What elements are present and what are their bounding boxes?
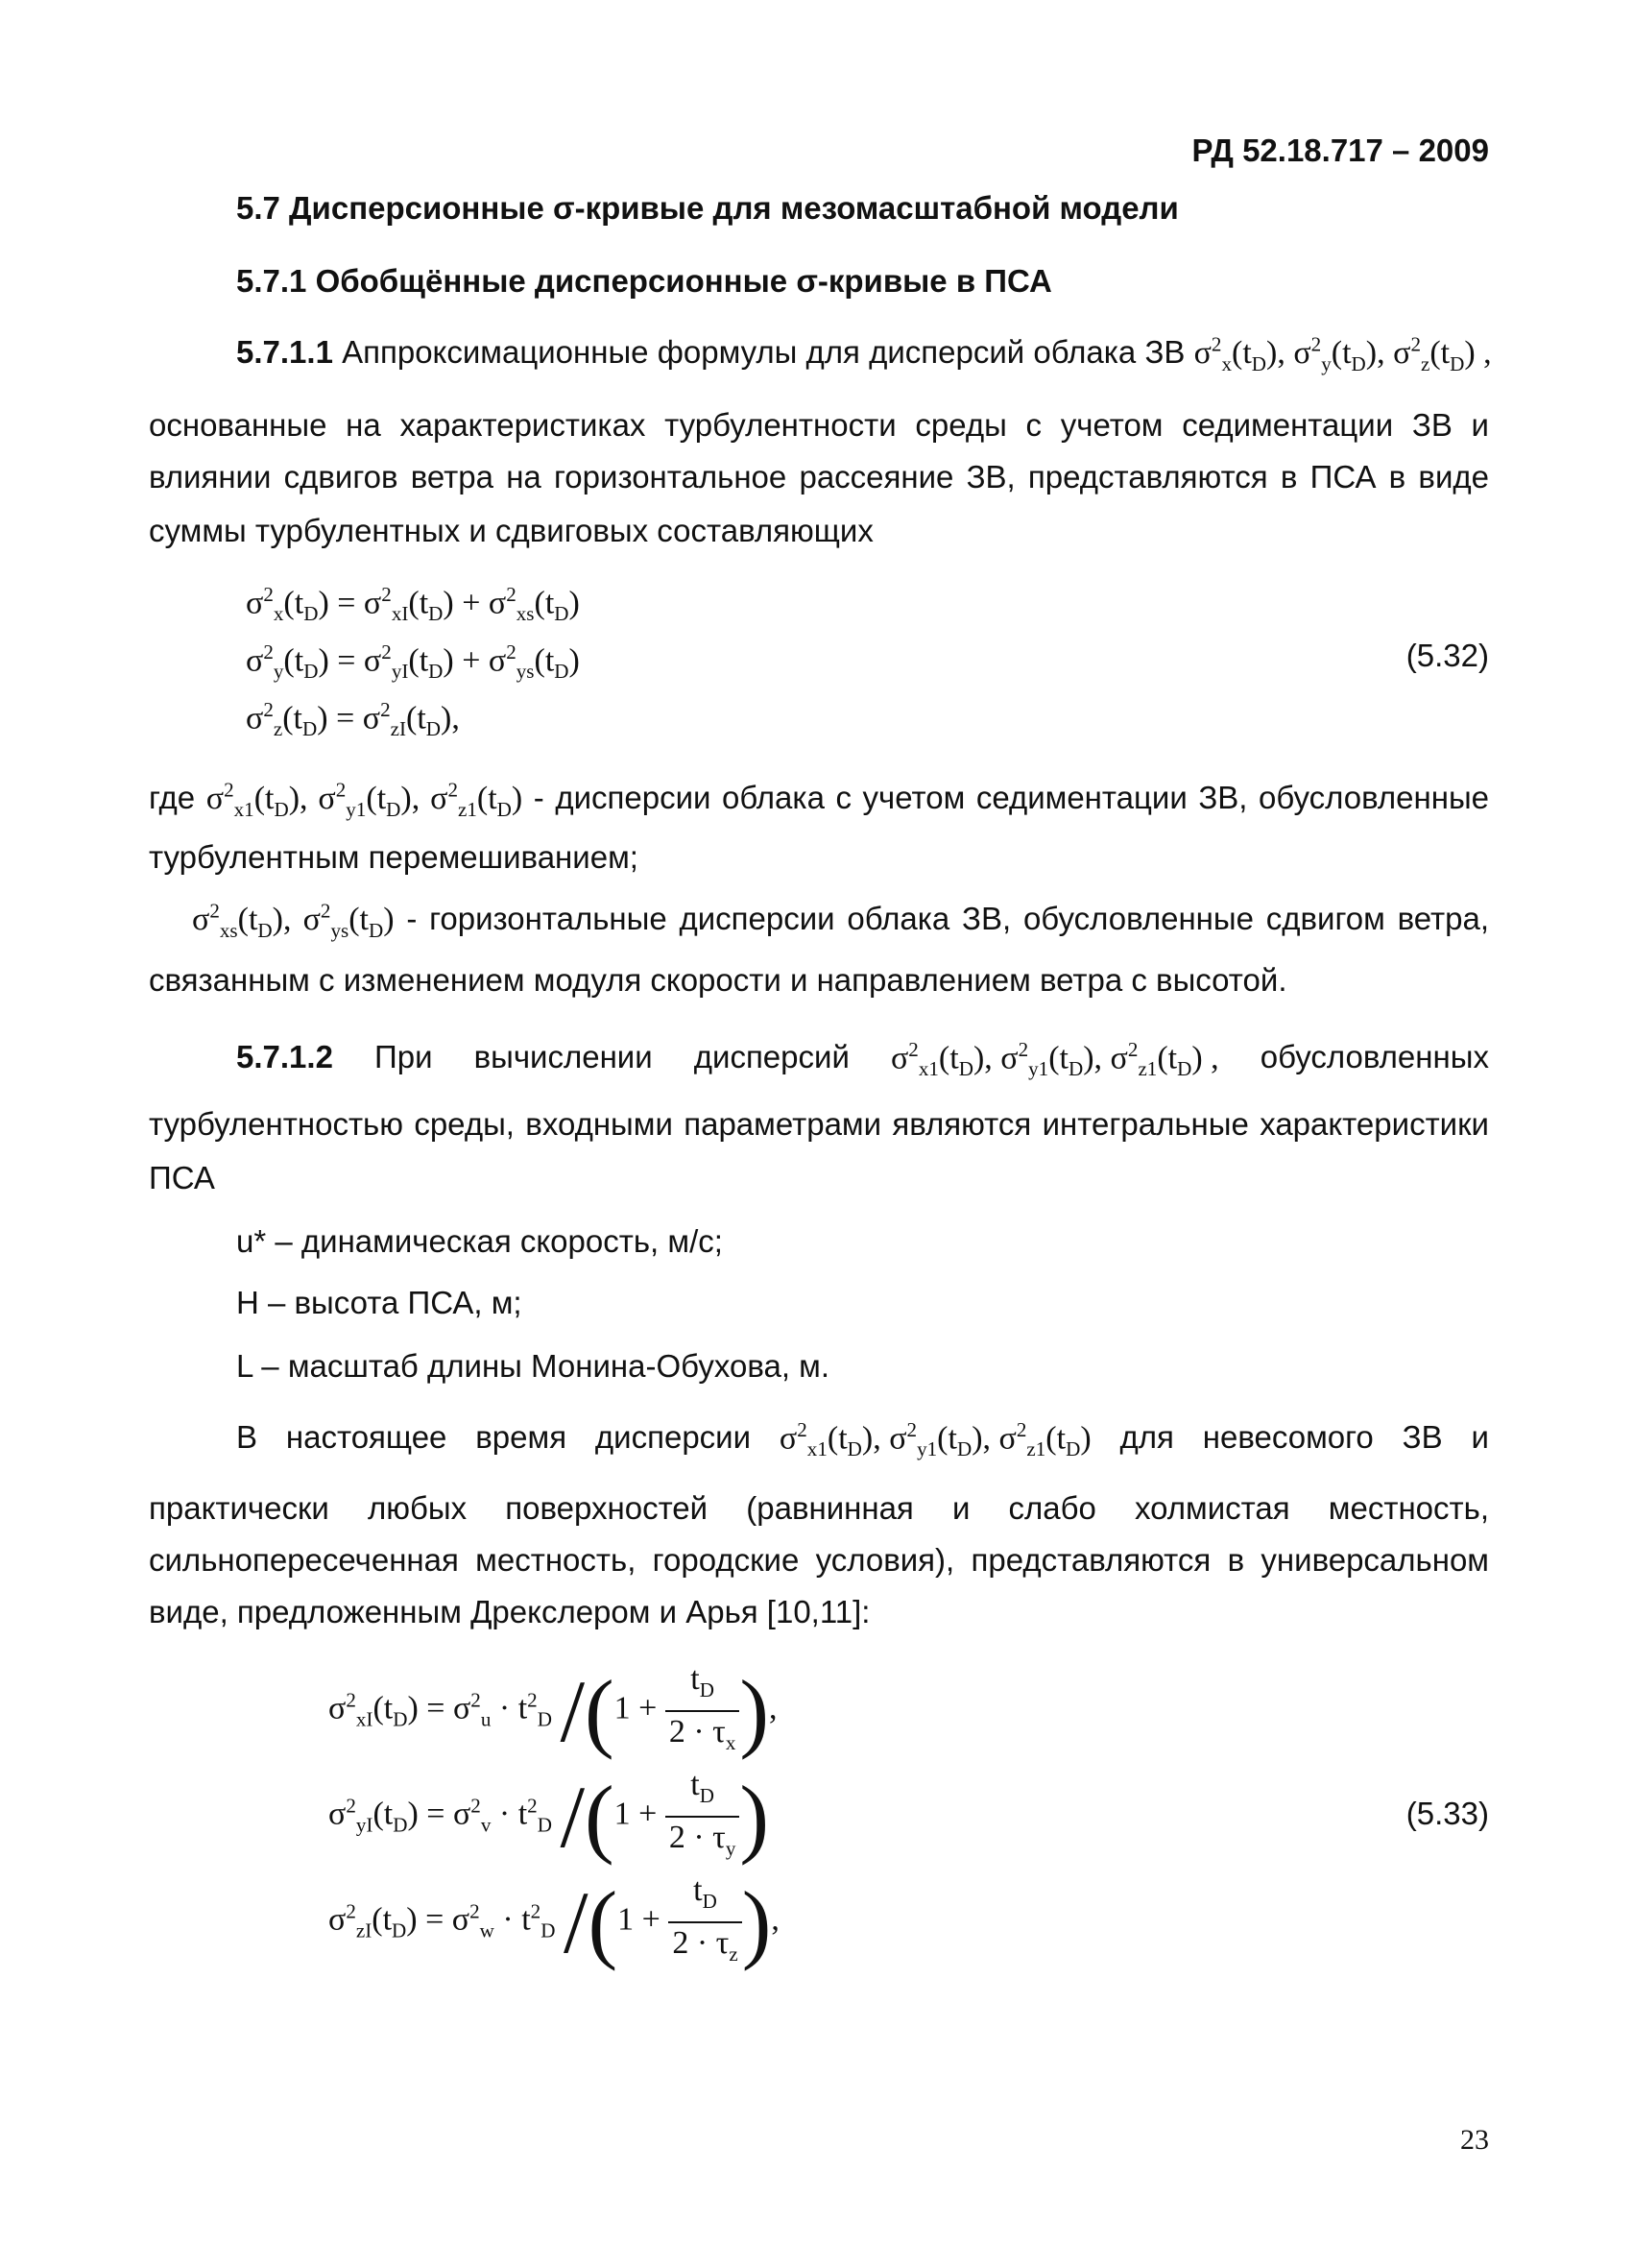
word: невесомого	[1202, 1419, 1374, 1455]
sigma-turbulent-formula: $\sigma^2_{x1}(t_D)$, $\sigma^2_{y1}(t_D)$, $\sigma^2_{z1}(t_D)$	[779, 1417, 1092, 1460]
paragraph-line: суммы турбулентных и сдвиговых составляющих	[149, 513, 874, 548]
paragraph-line: виде, предложенным Дрекслером и Арья [10,11]:	[149, 1594, 871, 1629]
paragraph-line: связанным с изменением модуля скорости и направлением ветра с высотой.	[149, 962, 1287, 998]
equation-number-5-33: (5.33)	[1405, 1796, 1489, 1831]
where-word: где	[149, 780, 196, 815]
paragraph-line: ПСА	[149, 1160, 215, 1195]
sigma-xyz-formula: $\sigma^2_x(t_D)$, $\sigma^2_y(t_D)$, $\sigma^2_z(t_D)$ ,	[1193, 332, 1492, 375]
equation-5-33-row-3: $\sigma^2_{zI}(t_D) = \sigma^2_w \cdot t^2_D$ /(1 + $\frac{t_D}{2 \cdot \tau_z}$ ),	[328, 1872, 780, 1971]
param-item: H – высота ПСА, м;	[236, 1285, 522, 1320]
word: дисперсии	[594, 1419, 752, 1455]
clause-text: Аппроксимационные формулы для дисперсий облака ЗВ	[342, 334, 1186, 370]
word: время	[475, 1419, 567, 1455]
equation-5-33-row-1: $\sigma^2_{xI}(t_D) = \sigma^2_u \cdot t^2_D$ /(1 + $\frac{t_D}{2 \cdot \tau_x}$ ),	[328, 1661, 778, 1760]
sigma-shear-formula: $\sigma^2_{xs}(t_D)$, $\sigma^2_{ys}(t_D)$	[192, 899, 395, 942]
word: обусловленных	[1260, 1039, 1489, 1074]
word: ЗВ	[1402, 1419, 1443, 1455]
paragraph-line: основанные на характеристиках турбулентности среды с учетом седиментации ЗВ и	[149, 407, 1489, 443]
paragraph-line: практически любых поверхностей (равнинная и слабо холмистая местность,	[149, 1490, 1489, 1526]
param-item: L – масштаб длины Монина-Обухова, м.	[236, 1348, 830, 1384]
document-code: РД 52.18.717 – 2009	[1191, 133, 1489, 168]
equation-5-32-row-3: $\sigma^2_z(t_D) = \sigma^2_{zI}(t_D)$,	[246, 698, 460, 741]
word: дисперсий	[693, 1039, 850, 1074]
paragraph-present-first-line	[236, 1408, 1489, 1469]
paragraph-5-7-1-1-first-line	[236, 323, 1492, 384]
paragraph-line: сильнопересеченная местность, городские условия), представляются в универсальном	[149, 1542, 1489, 1578]
word: В	[236, 1419, 258, 1455]
section-heading-5-7: 5.7 Дисперсионные σ-кривые для мезомасштабной модели	[236, 190, 1179, 226]
paragraph-5-7-1-2-first-line	[236, 1027, 1489, 1089]
equation-5-32-row-2: $\sigma^2_y(t_D) = \sigma^2_{yI}(t_D) + \sigma^2_{ys}(t_D)$	[246, 640, 580, 684]
paragraph-line: влиянии сдвигов ветра на горизонтальное рассеяние ЗВ, представляются в ПСА в виде	[149, 459, 1489, 495]
equation-5-33-row-2: $\sigma^2_{yI}(t_D) = \sigma^2_v \cdot t^2_D$ /(1 + $\frac{t_D}{2 \cdot \tau_y}$ )	[328, 1767, 770, 1866]
param-item: u* – динамическая скорость, м/с;	[236, 1223, 723, 1259]
clause-number: 5.7.1.2	[236, 1039, 333, 1074]
section-heading-5-7-1: 5.7.1 Обобщённые дисперсионные σ-кривые в ПСА	[236, 263, 1052, 299]
word: вычислении	[473, 1039, 653, 1074]
equation-number-5-32: (5.32)	[1405, 638, 1489, 673]
paragraph-shear-line	[192, 889, 1489, 951]
word: для	[1119, 1419, 1174, 1455]
word: и	[1471, 1419, 1489, 1455]
paragraph-where-line	[149, 768, 1489, 830]
equation-5-32-row-1: $\sigma^2_x(t_D) = \sigma^2_{xI}(t_D) + \sigma^2_{xs}(t_D)$	[246, 583, 580, 626]
paragraph-line: турбулентностью среды, входными параметрами являются интегральные характеристики	[149, 1106, 1489, 1142]
sigma-turbulent-formula: $\sigma^2_{x1}(t_D)$, $\sigma^2_{y1}(t_D)$, $\sigma^2_{z1}(t_D)$ ,	[890, 1037, 1219, 1080]
clause-number: 5.7.1.1	[236, 334, 333, 370]
word: При	[374, 1039, 433, 1074]
shear-text: - горизонтальные дисперсии облака ЗВ, обусловленные сдвигом ветра,	[406, 901, 1489, 936]
word: настоящее	[285, 1419, 447, 1455]
page-number: 23	[1460, 2124, 1489, 2156]
where-text: - дисперсии облака с учетом седиментации ЗВ, обусловленные	[533, 780, 1490, 815]
sigma-turbulent-formula: $\sigma^2_{x1}(t_D)$, $\sigma^2_{y1}(t_D)$, $\sigma^2_{z1}(t_D)$	[205, 778, 523, 821]
paragraph-line: турбулентным перемешиванием;	[149, 839, 638, 875]
